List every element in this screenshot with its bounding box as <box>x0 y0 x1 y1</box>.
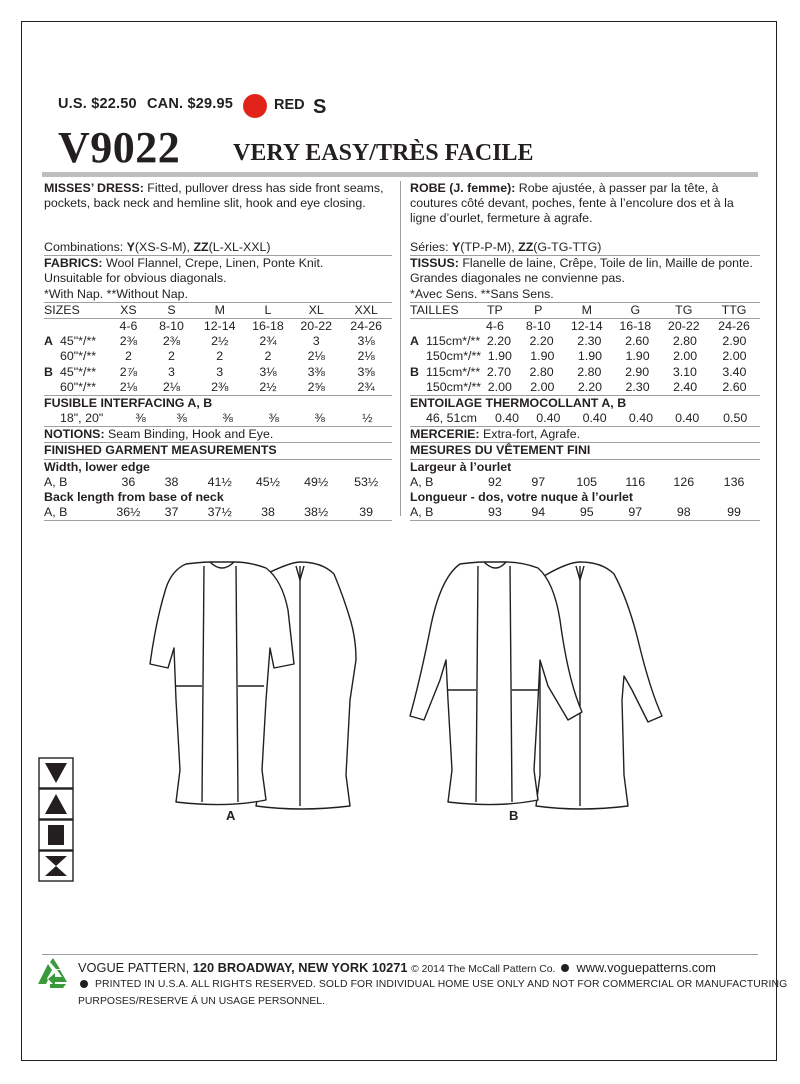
difficulty-label: VERY EASY/TRÈS FACILE <box>233 140 534 166</box>
table-cell: 3 <box>168 364 175 379</box>
table-cell: 0.40 <box>628 411 653 426</box>
table-cell: 39 <box>359 505 374 520</box>
table-cell: 41½ <box>207 474 232 489</box>
table-cell: 0.40 <box>675 411 700 426</box>
back-title: Back length from base of neck <box>44 490 224 504</box>
footer-rights-line2: PURPOSES/RESERVE Á UN USAGE PERSONNEL. <box>78 996 325 1007</box>
table-cell: 38 <box>261 505 275 520</box>
table-cell: ⅜ <box>222 411 233 426</box>
view-letter: B <box>44 364 53 379</box>
color-label: RED <box>274 97 305 113</box>
table-cell: 2 <box>168 349 175 364</box>
fabrics: FABRICS: Wool Flannel, Crepe, Linen, Ponte Knit. <box>44 255 392 271</box>
table-cell: XXL <box>354 302 378 317</box>
table-cell: 3⅜ <box>307 364 325 379</box>
table-cell: 2 <box>216 349 224 364</box>
table-cell: ⅜ <box>268 411 279 426</box>
footer-company-line: VOGUE PATTERN, 120 BROADWAY, NEW YORK 10271 © 2014 The McCall Pattern Co. www.voguepatterns.com <box>78 960 716 975</box>
fabric-width: 45"*/** <box>60 364 97 379</box>
table-cell: 3.10 <box>672 364 697 379</box>
table-cell: 4-6 <box>119 318 138 333</box>
table-cell: L <box>264 302 272 317</box>
fabric-width: 150cm*/** <box>426 349 482 364</box>
table-cell: 0.40 <box>536 411 561 426</box>
table-cell: 16-18 <box>619 318 652 333</box>
table-cell: S <box>167 302 176 317</box>
combinations-fr: Séries: Y (TP-P-M), ZZ (G-TG-TTG) <box>410 240 602 254</box>
bullet-icon <box>80 980 88 988</box>
table-cell: 2.20 <box>529 334 554 349</box>
table-cell: XL <box>308 302 324 317</box>
table-cell: ½ <box>362 411 373 426</box>
table-cell: 2½ <box>211 334 229 349</box>
row-label: 18", 20" <box>60 411 104 426</box>
table-cell: 2 <box>264 349 272 364</box>
table-cell: TG <box>675 302 693 317</box>
table-cell: 3.40 <box>722 364 747 379</box>
table-cell: 97 <box>628 505 643 520</box>
row-label: 46, 51cm <box>426 411 477 426</box>
table-cell: 4-6 <box>485 318 504 333</box>
table-cell: 93 <box>488 505 502 520</box>
nap-note-fr: *Avec Sens. **Sans Sens. <box>410 286 554 301</box>
table-cell: 2.00 <box>487 379 512 394</box>
table-cell: 1.90 <box>530 349 555 364</box>
table-cell: 2⅜ <box>211 379 229 394</box>
nap-note: *With Nap. **Without Nap. <box>44 286 188 301</box>
table-cell: 24-26 <box>350 318 382 333</box>
table-cell: 2.30 <box>625 379 650 394</box>
table-cell: 2.30 <box>577 334 602 349</box>
unsuitable-fr: Grandes diagonales ne convienne pas. <box>410 271 625 286</box>
table-cell: 2.80 <box>529 364 554 379</box>
table-cell: ⅜ <box>176 411 187 426</box>
view-letter: B <box>410 364 419 379</box>
width-title: Width, lower edge <box>44 459 392 475</box>
table-cell: 45½ <box>255 474 281 489</box>
width-title-fr: Largeur à l’ourlet <box>410 459 760 475</box>
table-cell: 20-22 <box>667 318 700 333</box>
finished-title: FINISHED GARMENT MEASUREMENTS <box>44 442 392 458</box>
table-cell: 37 <box>164 505 179 520</box>
us-price: U.S. $22.50 <box>58 96 137 112</box>
table-cell: 8-10 <box>525 318 551 333</box>
table-cell: 0.40 <box>582 411 607 426</box>
table-cell: 12-14 <box>570 318 603 333</box>
row-label: A, B <box>410 474 434 489</box>
view-letter: A <box>44 334 53 349</box>
view-a-label: A <box>226 808 236 823</box>
fabric-width: 115cm*/** <box>426 364 481 379</box>
unsuitable: Unsuitable for obvious diagonals. <box>44 271 227 286</box>
table-cell: 2⅞ <box>119 364 138 379</box>
table-cell: 2.80 <box>577 364 602 379</box>
fabric-width: 60"*/** <box>60 379 97 394</box>
row-label: A, B <box>44 474 68 489</box>
row-label: TAILLES <box>410 302 459 317</box>
table-cell: 3 <box>216 364 224 379</box>
table-cell: 2⅛ <box>307 349 325 364</box>
table-cell: 38 <box>164 474 179 489</box>
table-cell: 2⅛ <box>119 379 138 394</box>
table-cell: 2½ <box>259 379 277 394</box>
fabric-width: 45"*/** <box>60 334 97 349</box>
table-cell: 2.60 <box>625 334 650 349</box>
table-cell: 2.00 <box>673 349 698 364</box>
pattern-number: V9022 <box>58 123 181 172</box>
can-price: CAN. $29.95 <box>147 96 234 112</box>
table-cell: 3⅝ <box>357 364 375 379</box>
table-cell: ⅜ <box>135 411 146 426</box>
table-cell: 105 <box>576 474 598 489</box>
description-text: Fitted, pullover dress has side front seams, pockets, back neck and hemline slit, hook and eye closing. <box>44 181 384 211</box>
fabric-width: 115cm*/** <box>426 334 481 349</box>
table-cell: 2.90 <box>625 364 650 379</box>
fabric-width: 60"*/** <box>60 349 97 364</box>
table-cell: 99 <box>727 505 741 520</box>
description-fr: ROBE (J. femme): Robe ajustée, à passer par la tête, à coutures côté devant, poches, fente à l’encolure dos et à la ligne d’ourlet, fermeture à agrafe. <box>410 181 734 226</box>
table-cell: 136 <box>723 474 745 489</box>
table-cell: 94 <box>531 505 546 520</box>
notions: NOTIONS: Seam Binding, Hook and Eye. <box>44 426 392 442</box>
table-cell: 92 <box>488 474 502 489</box>
triangle-up-icon <box>39 789 73 819</box>
table-cell: 8-10 <box>159 318 184 333</box>
table-cell: XS <box>120 302 137 317</box>
footer-rule <box>42 954 758 955</box>
interfacing-title: FUSIBLE INTERFACING A, B <box>44 395 392 411</box>
table-cell: 24-26 <box>718 318 750 333</box>
size-code: S <box>313 96 327 118</box>
table-cell: 36 <box>121 474 136 489</box>
table-cell: 2.00 <box>722 349 747 364</box>
website-link[interactable]: www.voguepatterns.com <box>576 960 716 975</box>
table-cell: 2.20 <box>486 334 512 349</box>
table-cell: 2⅜ <box>119 334 138 349</box>
description-title: MISSES’ DRESS: <box>44 181 144 195</box>
table-cell: 3⅛ <box>259 364 277 379</box>
bullet-icon <box>561 964 569 972</box>
hourglass-icon <box>39 851 73 881</box>
table-cell: 2⅜ <box>162 334 181 349</box>
table-cell: 2.60 <box>722 379 747 394</box>
table-cell: 37½ <box>207 505 232 520</box>
view-b-label: B <box>509 808 519 823</box>
table-cell: 2⅛ <box>162 379 181 394</box>
table-cell: 0.50 <box>723 411 748 426</box>
table-cell: 2.20 <box>577 379 602 394</box>
table-cell: 53½ <box>354 474 379 489</box>
fabrics-fr: TISSUS: Flanelle de laine, Crêpe, Toile de lin, Maille de ponte. <box>410 255 760 271</box>
table-cell: 2 <box>124 349 132 364</box>
table-cell: ⅜ <box>314 411 325 426</box>
table-cell: 1.90 <box>487 349 512 364</box>
table-cell: 1.90 <box>577 349 602 364</box>
table-cell: 12-14 <box>203 318 236 333</box>
table-cell: 2⅝ <box>307 379 325 394</box>
table-cell: 20-22 <box>300 318 333 333</box>
table-cell: 16-18 <box>252 318 284 333</box>
interfacing-title-fr: ENTOILAGE THERMOCOLLANT A, B <box>410 395 760 411</box>
back-title-fr: Longueur - dos, votre nuque à l’ourlet <box>410 490 634 504</box>
table-cell: TTG <box>721 302 747 317</box>
table-cell: 38½ <box>304 505 329 520</box>
table-cell: 36½ <box>116 505 141 520</box>
table-cell: 97 <box>531 474 546 489</box>
table-cell: 2.90 <box>722 334 747 349</box>
table-cell: 2.80 <box>672 334 697 349</box>
table-cell: 126 <box>673 474 695 489</box>
table-cell: 1.90 <box>625 349 650 364</box>
table-cell: 2.00 <box>530 379 555 394</box>
fabric-width: 150cm*/** <box>426 379 482 394</box>
table-cell: 2.40 <box>673 379 698 394</box>
notions-fr: MERCERIE: Extra-fort, Agrafe. <box>410 426 760 442</box>
row-label: A, B <box>44 505 68 520</box>
table-cell: 0.40 <box>494 411 520 426</box>
recycle-icon <box>36 956 70 990</box>
table-cell: TP <box>486 302 503 317</box>
square-icon <box>39 820 73 850</box>
pattern-symbols <box>38 757 74 885</box>
table-cell: 2⅛ <box>357 349 375 364</box>
triangle-down-icon <box>39 758 73 788</box>
view-letter: A <box>410 334 419 349</box>
row-label: SIZES <box>44 302 80 317</box>
table-cell: 49½ <box>304 474 329 489</box>
table-cell: 2.70 <box>486 364 512 379</box>
table-cell: 2¾ <box>259 334 277 349</box>
combinations: Combinations: Y (XS-S-M), ZZ (L-XL-XXL) <box>44 240 271 254</box>
table-cell: 95 <box>579 505 594 520</box>
table-cell: 116 <box>625 474 646 489</box>
row-label: A, B <box>410 505 434 520</box>
finished-title-fr: MESURES DU VÊTEMENT FINI <box>410 442 760 458</box>
table-cell: G <box>630 302 641 317</box>
footer-rights-line1: PRINTED IN U.S.A. ALL RIGHTS RESERVED. SOLD FOR INDIVIDUAL HOME USE ONLY AND NOT FOR COMMERCIAL OR MANUFACTURING <box>78 979 787 990</box>
table-cell: P <box>534 302 543 317</box>
table-cell: M <box>214 302 225 317</box>
table-cell: 3⅛ <box>357 334 375 349</box>
table-cell: 3 <box>312 334 320 349</box>
table-cell: 98 <box>676 505 691 520</box>
table-cell: M <box>581 302 592 317</box>
table-cell: 2¾ <box>357 379 375 394</box>
